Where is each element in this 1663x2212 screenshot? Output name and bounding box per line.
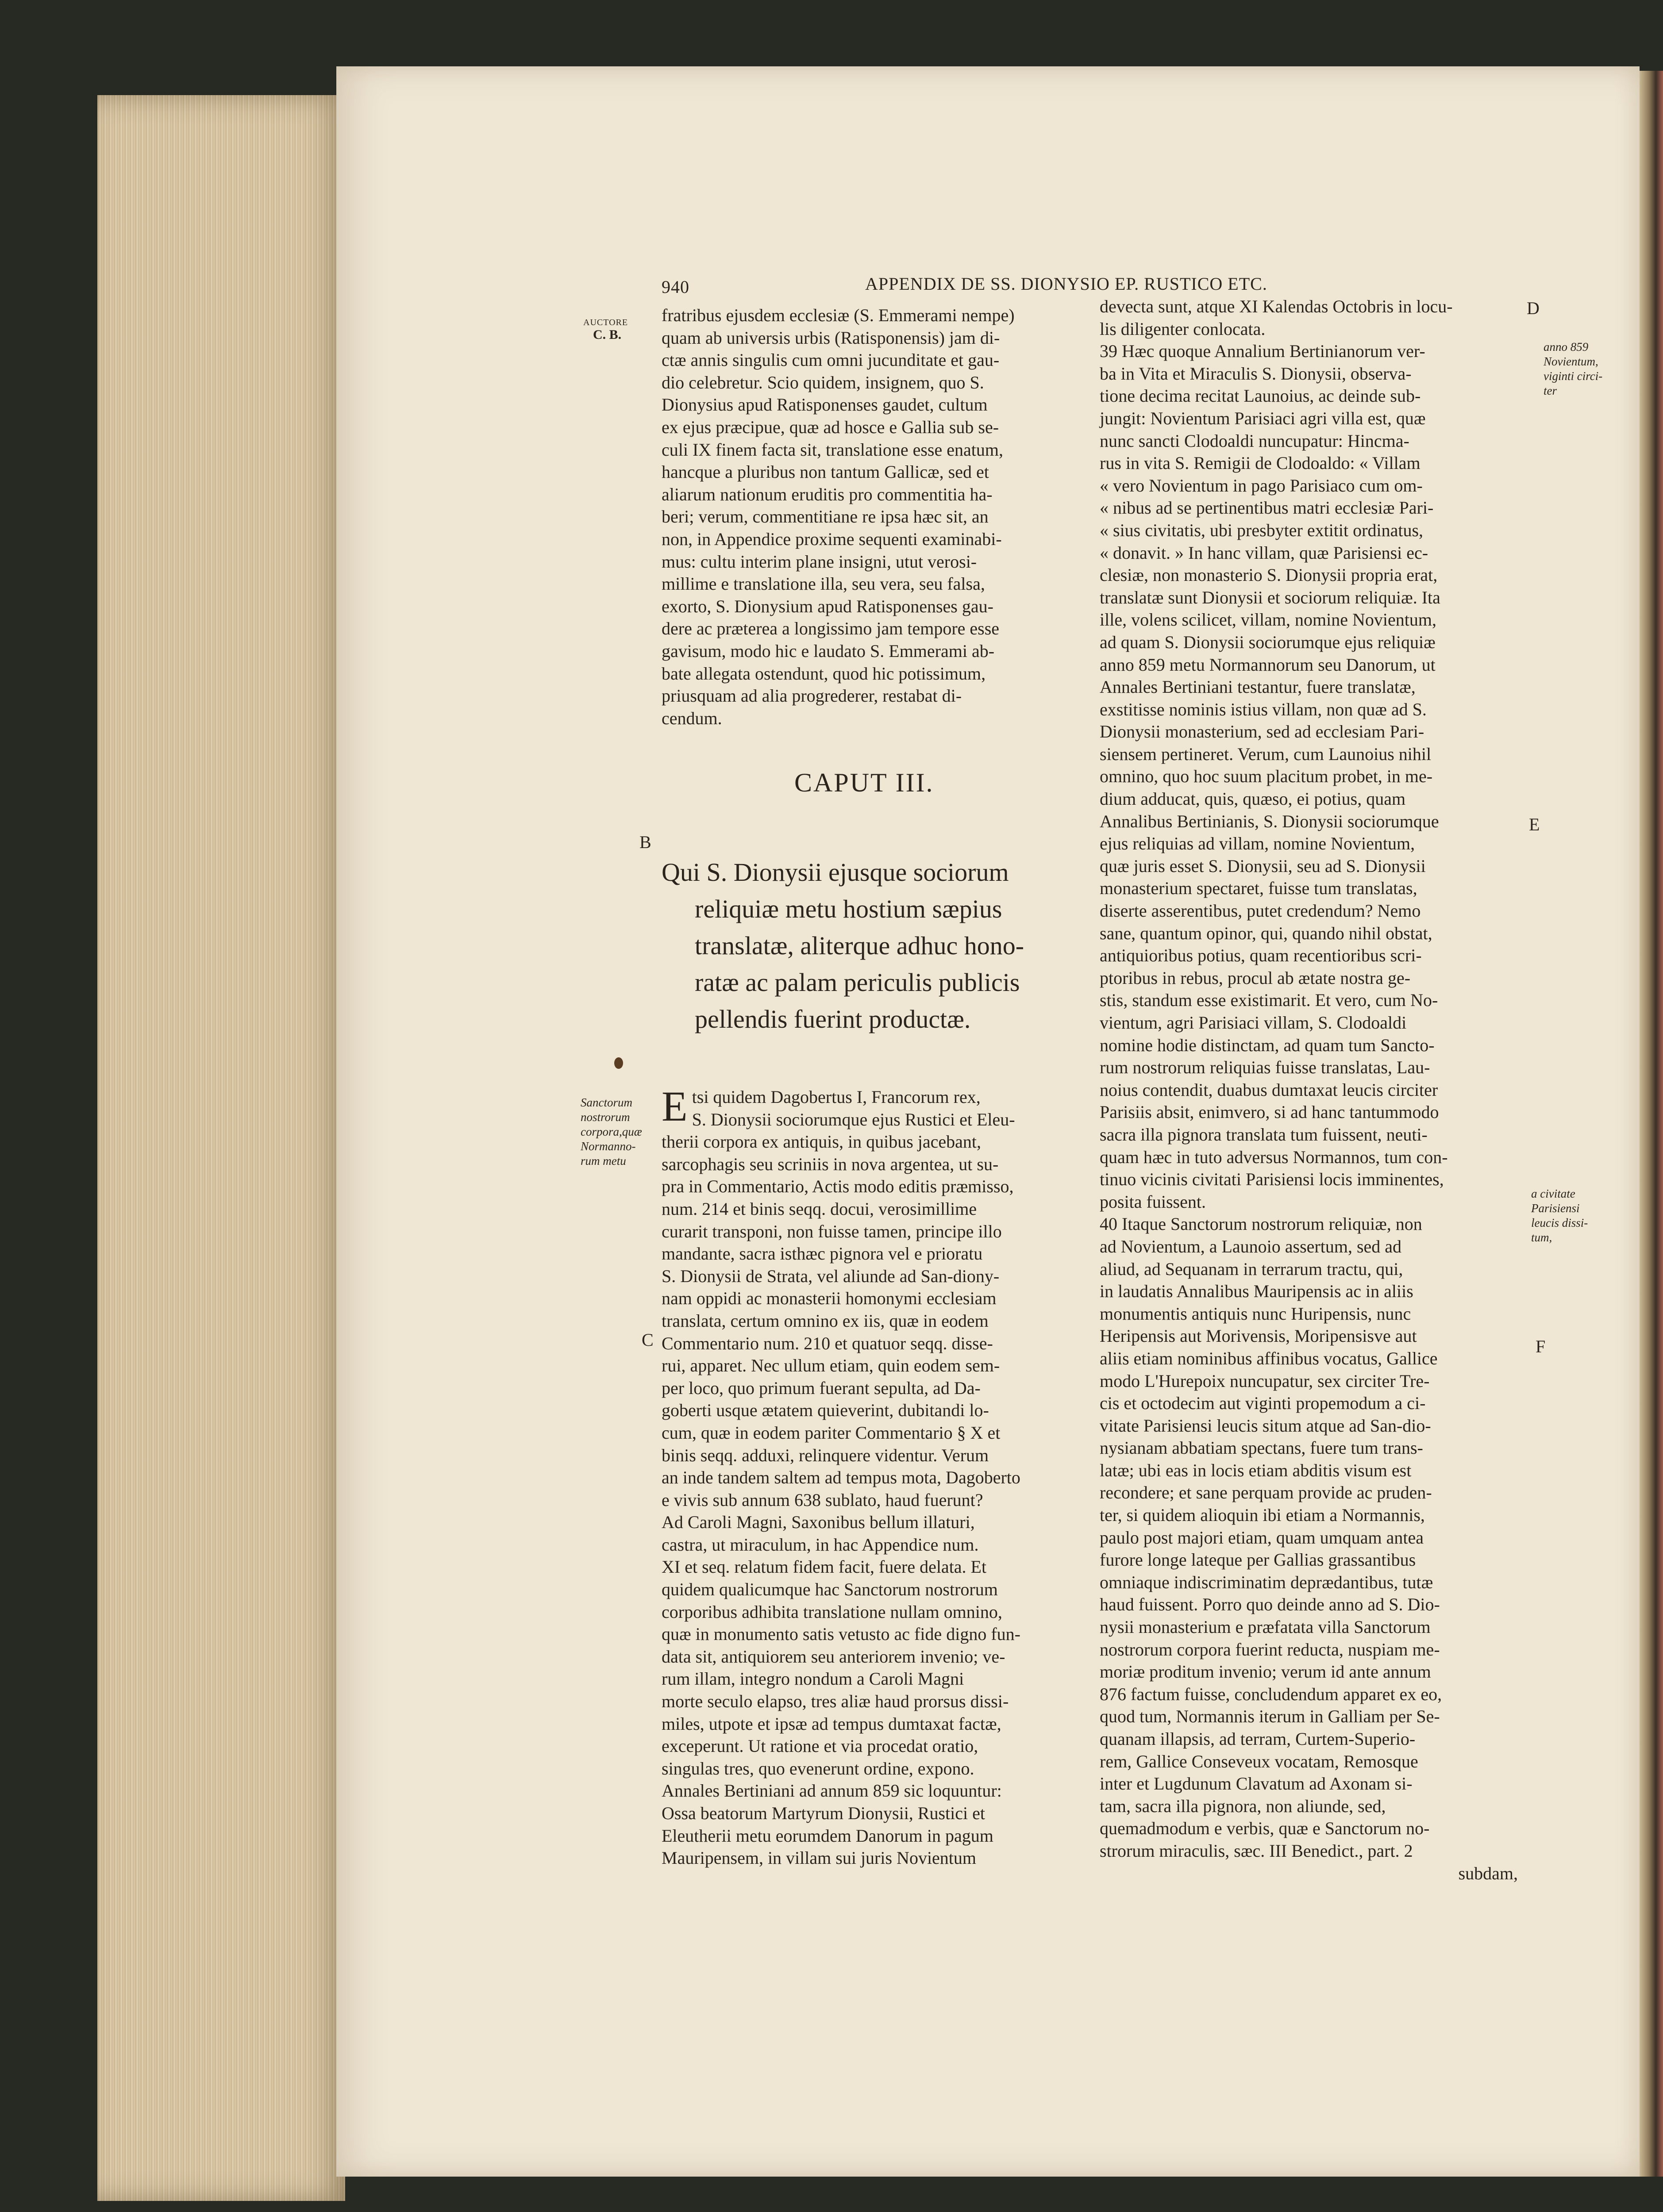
text-line: jungit: Novientum Parisiaci agri villa est, quæ	[1100, 408, 1426, 428]
text-line: ex ejus præcipue, quæ ad hosce e Gallia sub se-	[662, 417, 999, 437]
text-line: culi IX finem facta sit, translatione esse enatum,	[662, 439, 1003, 460]
book-page-edges	[97, 95, 345, 2201]
text-line: nomine hodie distinctam, ad quam tum Sancto-	[1100, 1035, 1435, 1055]
text-line: « vero Novientum in pago Parisiaco cum om-	[1100, 475, 1423, 495]
text-line: quod tum, Normannis iterum in Galliam per Se-	[1100, 1706, 1440, 1727]
text-line: vitate Parisiensi leucis situm atque ad San-dio-	[1100, 1415, 1431, 1436]
text-line: cendum.	[662, 708, 722, 728]
text-line: latæ; ubi eas in locis etiam abditis visum est	[1100, 1460, 1412, 1480]
text-line: Annales Bertiniani ad annum 859 sic loquuntur:	[662, 1781, 1002, 1801]
text-line: priusquam ad alia progrederer, restabat di-	[662, 686, 962, 706]
text-line: exstitisse nominis istius villam, non quæ ad S.	[1100, 699, 1427, 719]
text-line: moriæ proditum invenio; verum id ante annum	[1100, 1662, 1431, 1682]
text-line: curarit transponi, non fuisse tamen, principe illo	[662, 1221, 1002, 1241]
text-line: posita fuissent.	[1100, 1191, 1206, 1212]
text-line: Ad Caroli Magni, Saxonibus bellum illaturi,	[662, 1512, 975, 1532]
text-line: tinuo vicinis civitati Parisiensi locis imminentes,	[1100, 1169, 1444, 1190]
text-line: tam, sacra illa pignora, non aliunde, sed,	[1100, 1796, 1386, 1816]
text-line: diserte asserentibus, putet credendum? Nemo	[1100, 901, 1421, 921]
text-line: ad Novientum, a Launoio assertum, sed ad	[1100, 1236, 1402, 1256]
text-line: furore longe lateque per Gallias grassantibus	[1100, 1550, 1416, 1570]
subtitle-line: Qui S. Dionysii ejusque sociorum	[662, 858, 1009, 887]
margin-note-line: Normanno-	[581, 1140, 636, 1153]
text-line: nysii monasterium e præfatata villa Sanctorum	[1100, 1617, 1431, 1637]
text-line: haud fuissent. Porro quo deinde anno ad S. Dio-	[1100, 1594, 1440, 1615]
subtitle-line: ratæ ac palam periculis publicis	[695, 968, 1020, 997]
text-line: « nibus ad se pertinentibus matri ecclesiæ Pari-	[1100, 498, 1434, 518]
section-marker-f: F	[1536, 1336, 1546, 1356]
text-line: nostrorum corpora fuerint reducta, nuspiam me-	[1100, 1639, 1440, 1659]
text-line: rum illam, integro nondum a Caroli Magni	[662, 1669, 964, 1689]
text-line: « sius civitatis, ubi presbyter extitit ordinatus,	[1100, 520, 1424, 540]
left-column-top	[662, 304, 1075, 730]
margin-note-line: Sanctorum	[581, 1096, 632, 1109]
text-line: an inde tandem saltem ad tempus mota, Dagoberto	[662, 1467, 1020, 1488]
text-line: therii corpora ex antiquis, in quibus jacebant,	[662, 1132, 982, 1152]
text-line: ille, volens scilicet, villam, nomine Novientum,	[1100, 610, 1436, 630]
margin-note-line: rum metu	[581, 1154, 626, 1167]
margin-note-line: viginti circi-	[1544, 369, 1603, 383]
text-line: in laudatis Annalibus Mauripensis ac in aliis	[1100, 1281, 1413, 1302]
text-line: quemadmodum e verbis, quæ e Sanctorum no-	[1100, 1818, 1430, 1839]
text-line: mus: cultu interim plane insigni, utut verosi-	[662, 551, 977, 572]
text-line: ctæ annis singulis cum omni jucunditate et gau-	[662, 350, 1000, 370]
text-line: ter, si quidem alioquin ibi etiam a Normannis,	[1100, 1505, 1425, 1525]
text-line: quidem qualicumque hac Sanctorum nostrorum	[662, 1579, 998, 1600]
text-line: gavisum, modo hic e laudato S. Emmerami ab-	[662, 641, 995, 661]
text-line: S. Dionysii sociorumque ejus Rustici et Eleu-	[692, 1109, 1015, 1129]
text-line: Dionysii monasterium, sed ad ecclesiam Pari-	[1100, 722, 1424, 742]
text-line: clesiæ, non monasterio S. Dionysii propria erat,	[1100, 565, 1438, 585]
text-line: rum nostrorum reliquias fuisse translatas, Lau-	[1100, 1057, 1430, 1078]
text-line: rus in vita S. Remigii de Clodoaldo: « Villam	[1100, 453, 1420, 473]
text-line: sane, quantum opinor, qui, quando nihil obstat,	[1100, 923, 1432, 943]
text-line: ba in Vita et Miraculis S. Dionysii, observa-	[1100, 363, 1412, 384]
text-line: non, in Appendice proxime sequenti examinabi-	[662, 529, 1002, 549]
margin-note-line: corpora,quæ	[581, 1125, 642, 1138]
text-line: tsi quidem Dagobertus I, Francorum rex,	[692, 1087, 981, 1107]
text-line: corporibus adhibita translatione nullam omnino,	[662, 1601, 1002, 1622]
auctor-initials: C. B.	[593, 327, 622, 342]
margin-note-anno	[1544, 340, 1619, 398]
text-line: S. Dionysii de Strata, vel aliunde ad San-diony-	[662, 1266, 1000, 1286]
text-line: strorum miraculis, sæc. III Benedict., part. 2	[1100, 1840, 1413, 1861]
text-line: quæ in monumento satis vetusto ac fide digno fun-	[662, 1624, 1020, 1644]
text-line: monumentis antiquis nunc Huripensis, nunc	[1100, 1303, 1411, 1324]
text-line: aliis etiam nominibus affinibus vocatus, Gallice	[1100, 1348, 1438, 1368]
text-line: antiquioribus potius, quam recentioribus scri-	[1100, 945, 1422, 966]
text-line: beri; verum, commentitiane re ipsa hæc sit, an	[662, 507, 989, 527]
text-line: dio celebretur. Scio quidem, insignem, quo S.	[662, 372, 984, 392]
text-line: quanam illapsis, ad terram, Curtem-Superio-	[1100, 1729, 1416, 1749]
margin-note-line: tum,	[1531, 1231, 1552, 1244]
section-marker-c: C	[642, 1330, 654, 1350]
text-line: 40 Itaque Sanctorum nostrorum reliquiæ, non	[1100, 1214, 1422, 1234]
book-right-edge	[1640, 71, 1663, 2177]
caput-subtitle	[662, 854, 1082, 1037]
text-line: millime e translatione illa, seu vera, seu falsa,	[662, 574, 985, 594]
margin-note-line: Novientum,	[1544, 355, 1598, 368]
text-line: exorto, S. Dionysium apud Ratisponenses gau-	[662, 596, 993, 616]
text-line: dium adducat, quis, quæso, ei potius, quam	[1100, 789, 1406, 809]
running-title: APPENDIX DE SS. DIONYSIO EP. RUSTICO ETC.	[865, 274, 1267, 294]
text-line: nunc sancti Clodoaldi nuncupatur: Hincma-	[1100, 430, 1409, 451]
margin-note-line: nostrorum	[581, 1110, 630, 1124]
text-line: aliarum nationum eruditis pro commentitia ha-	[662, 484, 993, 504]
section-marker-e: E	[1529, 814, 1540, 834]
text-line: modo L'Hurepoix nuncupatur, sex circiter Tre-	[1100, 1371, 1430, 1391]
text-line: rem, Gallice Conseveux vocatam, Remosque	[1100, 1751, 1418, 1771]
text-line: sarcophagis seu scriniis in nova argentea, ut su-	[662, 1154, 999, 1174]
text-line: sacra illa pignora translata tum fuissent, neuti-	[1100, 1124, 1428, 1144]
subtitle-line: reliquiæ metu hostium sæpius	[695, 895, 1002, 923]
text-line: XI et seq. relatum fidem facit, fuere delata. Et	[662, 1557, 987, 1577]
text-line: translatæ sunt Dionysii et sociorum reliquiæ. Ita	[1100, 587, 1440, 607]
text-line: fratribus ejusdem ecclesiæ (S. Emmerami nempe)	[662, 305, 1015, 325]
text-line: Eleutherii metu eorumdem Danorum in pagum	[662, 1825, 993, 1846]
text-line: Annalibus Bertinianis, S. Dionysii sociorumque	[1100, 811, 1439, 831]
text-line: cis et octodecim aut viginti propemodum a ci-	[1100, 1393, 1426, 1413]
text-line: ptoribus in rebus, procul ab ætate nostra ge-	[1100, 968, 1411, 988]
text-line: goberti usque ætatem quieverint, dubitandi lo-	[662, 1400, 989, 1421]
text-line: noius contendit, duabus dumtaxat leucis circiter	[1100, 1079, 1438, 1100]
text-line: tione decima recitat Launoius, ac deinde sub-	[1100, 386, 1421, 406]
text-line: data sit, antiquiorem seu anteriorem invenio; ve-	[662, 1646, 1005, 1667]
text-line: siensem pertineret. Verum, cum Launoius nihil	[1100, 744, 1432, 764]
text-line: inter et Lugdunum Clavatum ad Axonam si-	[1100, 1774, 1413, 1794]
text-line: Annales Bertiniani testantur, fuere translatæ,	[1100, 677, 1416, 697]
text-line: omnino, quo hoc suum placitum probet, in me-	[1100, 766, 1433, 787]
margin-note-line: ter	[1544, 384, 1557, 397]
text-line: exceperunt. Ut ratione et via procedat oratio,	[662, 1736, 978, 1756]
text-line: mandante, sacra isthæc pignora vel e prioratu	[662, 1244, 983, 1264]
margin-note-line: a civitate	[1531, 1187, 1575, 1200]
text-line: paulo post majori etiam, quam umquam antea	[1100, 1527, 1424, 1548]
page-number: 940	[662, 277, 689, 297]
margin-note-civitate	[1531, 1187, 1611, 1245]
text-line: miles, utpote et ipsæ ad tempus dumtaxat factæ,	[662, 1713, 1001, 1734]
subtitle-line: pellendis fuerint productæ.	[695, 1005, 971, 1033]
text-line: ad quam S. Dionysii sociorumque ejus reliquiæ	[1100, 632, 1436, 652]
auctor-label: AUCTORE	[583, 318, 628, 327]
text-line: per loco, quo primum fuerant sepulta, ad Da-	[662, 1378, 981, 1398]
text-line: e vivis sub annum 638 sublato, haud fuerunt?	[662, 1490, 983, 1510]
text-line: num. 214 et binis seqq. docui, verosimillime	[662, 1198, 977, 1219]
text-line: ejus reliquias ad villam, nomine Novientum,	[1100, 833, 1415, 854]
text-line: morte seculo elapso, tres aliæ haud prorsus dissi-	[662, 1691, 1009, 1712]
caput-title: CAPUT III.	[794, 768, 934, 797]
section-marker-d: D	[1527, 298, 1540, 318]
text-line: Parisiis absit, enimvero, si ad hanc tantummodo	[1100, 1102, 1439, 1122]
text-line: singulas tres, quo evenerunt ordine, expono.	[662, 1758, 974, 1778]
text-line: cum, quæ in eodem pariter Commentario § X et	[662, 1422, 1001, 1443]
text-line: stis, standum esse existimarit. Et vero, cum No-	[1100, 990, 1438, 1010]
margin-note-line: leucis dissi-	[1531, 1216, 1588, 1229]
text-line: aliud, ad Sequanam in terrarum tractu, qui,	[1100, 1259, 1403, 1279]
text-line: devecta sunt, atque XI Kalendas Octobris in locu-	[1100, 296, 1453, 316]
text-line: quam hæc in tuto adversus Normannos, tum con-	[1100, 1147, 1448, 1167]
text-line: rui, apparet. Nec ullum etiam, quin eodem sem-	[662, 1356, 1000, 1376]
margin-note-sanctorum	[581, 1095, 651, 1168]
text-line: 39 Hæc quoque Annalium Bertinianorum ver-	[1100, 341, 1425, 361]
text-line: binis seqq. adduxi, relinquere videntur. Verum	[662, 1445, 989, 1465]
text-line-last-word: subdam,	[1458, 1863, 1518, 1883]
text-line: recondere; et sane perquam provide ac pruden-	[1100, 1482, 1432, 1503]
text-line: translata, certum omnino ex iis, quæ in eodem	[662, 1310, 989, 1331]
text-line: bate allegata ostendunt, quod hic potissimum,	[662, 663, 986, 684]
text-line: quam ab universis urbis (Ratisponensis) jam di-	[662, 327, 1000, 348]
text-line: monasterium spectaret, fuisse tum translatas,	[1100, 878, 1417, 899]
section-marker-b: B	[639, 832, 651, 852]
text-line: Heripensis aut Morivensis, Moripensisve aut	[1100, 1326, 1417, 1346]
text-line: Ossa beatorum Martyrum Dionysii, Rustici et	[662, 1803, 985, 1823]
margin-note-line: Parisiensi	[1531, 1202, 1580, 1215]
text-line: « donavit. » In hanc villam, quæ Parisiensi ec-	[1100, 542, 1428, 563]
text-line: pra in Commentario, Actis modo editis præmisso,	[662, 1176, 1014, 1197]
text-line: Mauripensem, in villam sui juris Novientum	[662, 1848, 977, 1868]
text-line: dere ac præterea a longissimo jam tempore esse	[662, 618, 1000, 639]
left-column-body	[662, 1083, 1078, 1870]
text-line: lis diligenter conlocata.	[1100, 319, 1266, 339]
text-line: Commentario num. 210 et quatuor seqq. disse-	[662, 1333, 993, 1353]
text-line: omniaque indiscriminatim deprædantibus, tutæ	[1100, 1572, 1433, 1592]
ink-spot	[614, 1057, 623, 1069]
text-line: Dionysius apud Ratisponenses gaudet, cultum	[662, 395, 988, 415]
drop-cap: E	[662, 1083, 688, 1130]
text-line: nysianam abbatiam spectans, fuere tum trans-	[1100, 1438, 1423, 1458]
subtitle-line: translatæ, aliterque adhuc hono-	[695, 931, 1024, 960]
text-line: castra, ut miraculum, in hac Appendice num.	[662, 1534, 979, 1555]
text-line: anno 859 metu Normannorum seu Danorum, ut	[1100, 654, 1436, 675]
text-line: nam oppidi ac monasterii homonymi ecclesiam	[662, 1288, 997, 1309]
text-line: quæ juris esset S. Dionysii, seu ad S. Dionysii	[1100, 856, 1426, 876]
margin-note-line: anno 859	[1544, 340, 1589, 353]
text-line: hancque a pluribus non tantum Gallicæ, sed et	[662, 462, 989, 482]
text-line: 876 factum fuisse, concludendum apparet ex eo,	[1100, 1684, 1442, 1704]
right-column	[1100, 296, 1518, 1885]
text-line: vientum, agri Parisiaci villam, S. Clodoaldi	[1100, 1013, 1407, 1033]
